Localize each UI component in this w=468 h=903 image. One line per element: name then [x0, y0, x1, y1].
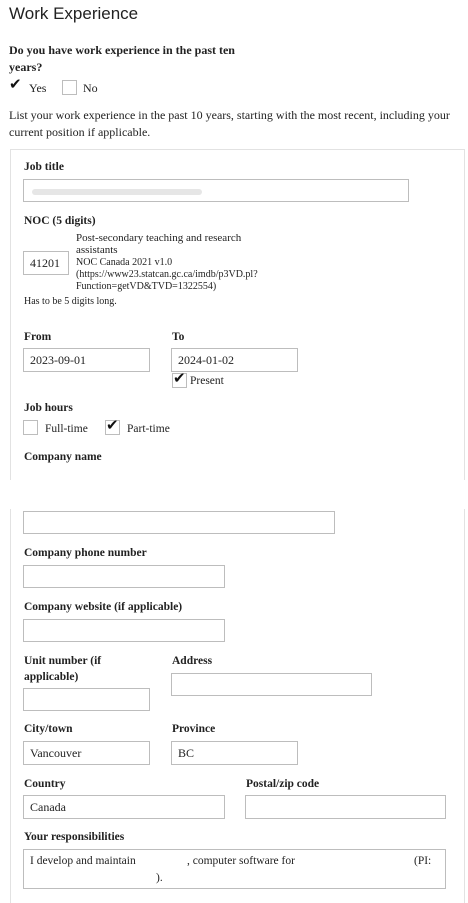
noc-reference-link[interactable]: (https://www23.statcan.gc.ca/imdb/p3VD.pl?	[76, 269, 258, 280]
page-title: Work Experience	[9, 4, 139, 23]
responsibilities-text-part1: I develop and maintain	[30, 855, 136, 867]
address-label: Address	[172, 655, 213, 667]
company-name-label: Company name	[24, 451, 102, 463]
noc-label: NOC (5 digits)	[24, 215, 96, 227]
yes-label: Yes	[29, 81, 47, 95]
instruction-line1: List your work experience in the past 10 years, starting with the most recent, including your	[9, 108, 450, 122]
company-phone-label: Company phone number	[24, 547, 147, 559]
no-checkbox[interactable]	[62, 80, 77, 95]
address-input[interactable]	[171, 673, 372, 696]
present-checkbox[interactable]	[172, 369, 187, 388]
unit-number-input[interactable]	[23, 688, 150, 711]
unit-number-label-line2: applicable)	[24, 671, 79, 683]
province-label: Province	[172, 723, 216, 735]
parttime-checkbox[interactable]	[105, 416, 120, 435]
fulltime-label: Full-time	[45, 423, 88, 435]
to-date-input[interactable]: 2024-01-02	[171, 348, 298, 372]
company-website-input[interactable]	[23, 619, 225, 642]
fulltime-checkbox[interactable]	[23, 420, 38, 435]
company-website-label: Company website (if applicable)	[24, 601, 183, 613]
noc-hint: Has to be 5 digits long.	[24, 296, 117, 307]
job-hours-label: Job hours	[24, 402, 73, 414]
country-input[interactable]: Canada	[23, 795, 225, 819]
postal-code-label: Postal/zip code	[246, 778, 320, 790]
parttime-label: Part-time	[127, 423, 170, 435]
city-input[interactable]: Vancouver	[23, 741, 150, 765]
company-name-input[interactable]	[23, 511, 335, 534]
responsibilities-text-part2: , computer software for	[187, 855, 295, 867]
province-input[interactable]: BC	[171, 741, 298, 765]
postal-code-input[interactable]	[245, 795, 446, 819]
job-title-label: Job title	[24, 161, 64, 173]
redacted-text	[32, 189, 202, 195]
experience-question-line1: Do you have work experience in the past ten	[9, 43, 235, 57]
noc-description-line1: Post-secondary teaching and research	[76, 232, 242, 244]
noc-input[interactable]: 41201	[23, 251, 69, 275]
responsibilities-label: Your responsibilities	[24, 831, 125, 843]
responsibilities-text-part4: ).	[156, 872, 163, 884]
responsibilities-text-part3: (PI:	[414, 855, 432, 867]
noc-description-line2: assistants	[76, 244, 118, 256]
checkmark-icon: ✔	[173, 369, 186, 387]
city-label: City/town	[24, 723, 73, 735]
instruction-line2: current position if applicable.	[9, 125, 151, 139]
from-label: From	[24, 331, 52, 343]
from-date-input[interactable]: 2023-09-01	[23, 348, 150, 372]
noc-reference-line1: NOC Canada 2021 v1.0	[76, 257, 173, 268]
responsibilities-textarea[interactable]	[23, 849, 446, 889]
to-label: To	[172, 331, 185, 343]
company-phone-input[interactable]	[23, 565, 225, 588]
no-label: No	[83, 81, 98, 95]
unit-number-label-line1: Unit number (if	[24, 655, 102, 667]
present-label: Present	[190, 375, 224, 387]
checkmark-icon: ✔	[106, 416, 119, 434]
experience-question-line2: years?	[9, 60, 43, 74]
job-title-input[interactable]	[23, 179, 409, 202]
checkmark-icon: ✔	[9, 75, 22, 93]
country-label: Country	[24, 778, 66, 790]
noc-reference-line3: Function=getVD&TVD=1322554)	[76, 281, 217, 292]
yes-checkbox[interactable]	[9, 75, 24, 95]
